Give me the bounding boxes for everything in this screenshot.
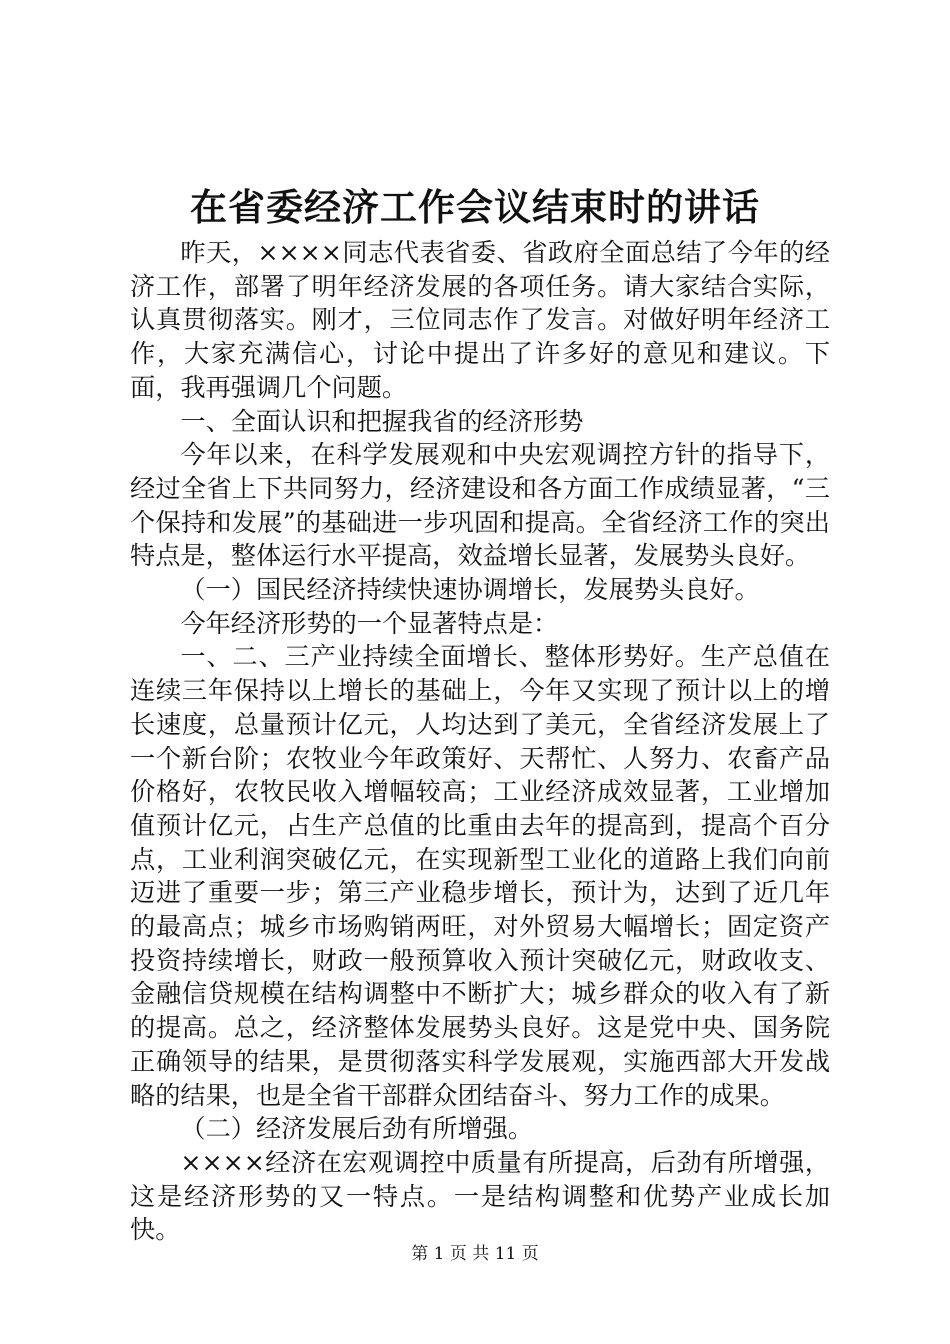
paragraph-momentum: ××××经济在宏观调控中质量有所提高，后劲有所增强，这是经济形势的又一特点。一是结构调整和优势产业成长加快。: [130, 1147, 830, 1245]
document-title: 在省委经济工作会议结束时的讲话: [190, 185, 760, 229]
subsection-heading-2: （二）经济发展后劲有所增强。: [180, 1114, 534, 1144]
paragraph-growth-detail: 一、二、三产业持续全面增长、整体形势好。生产总值在连续三年保持以上增长的基础上，今年又实现了预计以上的增长速度，总量预计亿元，人均达到了美元，全省经济发展上了一个新台阶；农牧业今年政策好、天帮忙、人努力、农畜产品价格好，农牧民收入增幅较高；工业经济成效显著，工业增加值预计亿元，占生产总值的比重由去年的提高到，提高个百分点，工业利润突破亿元，在实现新型工业化的道路上我们向前迈进了重要一步；第三产业稳步增长，预计为，达到了近几年的最高点；城乡市场购销两旺，对外贸易大幅增长；固定资产投资持续增长，财政一般预算收入预计突破亿元，财政收支、金融信贷规模在结构调整中不断扩大；城乡群众的收入有了新的提高。总之，经济整体发展势头良好。这是党中央、国务院正确领导的结果，是贯彻落实科学发展观，实施西部大开发战略的结果，也是全省干部群众团结奋斗、努力工作的成果。: [130, 642, 830, 1110]
subsection-heading-1: （一）国民经济持续快速协调增长，发展势头良好。: [180, 575, 760, 605]
paragraph-overview: 今年以来，在科学发展观和中央宏观调控方针的指导下，经过全省上下共同努力，经济建设和各方面工作成绩显著，“三个保持和发展”的基础进一步巩固和提高。全省经济工作的突出特点是，整体运行水平提高，效益增长显著，发展势头良好。: [130, 440, 830, 571]
paragraph-feature-lead: 今年经济形势的一个显著特点是：: [180, 608, 559, 638]
section-heading-1: 一、全面认识和把握我省的经济形势: [180, 406, 584, 436]
page-footer: 第 1 页 共 11 页: [411, 1244, 539, 1264]
document-body: [130, 236, 830, 1247]
paragraph-intro: 昨天，××××同志代表省委、省政府全面总结了今年的经济工作，部署了明年经济发展的各项任务。请大家结合实际，认真贯彻落实。刚才，三位同志作了发言。对做好明年经济工作，大家充满信心，讨论中提出了许多好的意见和建议。下面，我再强调几个问题。: [130, 238, 830, 402]
